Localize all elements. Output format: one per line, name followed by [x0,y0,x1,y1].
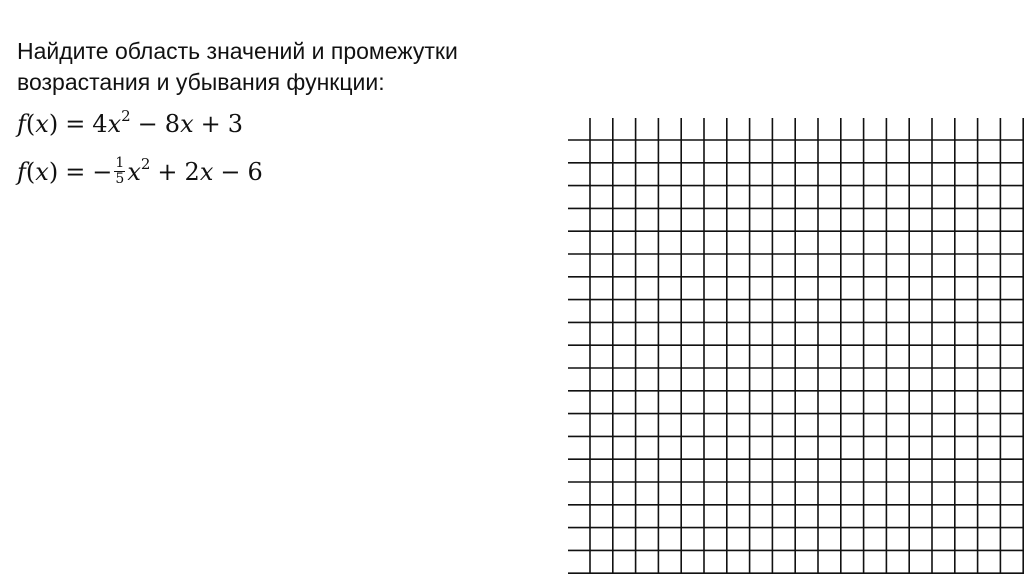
formula-2-f: f [17,158,26,186]
formula-2-lparen: ( [25,158,36,186]
fraction-numerator: 1 [115,155,125,171]
task-text [17,36,557,98]
formula-1-x-squared: x [107,110,122,138]
formula-2 [17,155,263,189]
formula-2-x-squared: x [127,158,141,186]
formula-1-x: x [35,110,49,138]
formula-2-exponent: 2 [140,155,151,173]
formula-1-exponent: 2 [121,107,131,125]
formula-2-coef-b: 2 [184,158,200,186]
formula-1-lparen: ( [25,110,36,138]
formula-1 [17,107,243,138]
formula-2-equals: = [65,158,86,186]
formula-2-fraction [114,156,125,187]
formula-1-f: f [17,110,26,138]
formula-2-x: x [35,158,49,186]
formula-2-constant: 6 [247,158,263,186]
formula-1-x-linear: x [180,110,194,138]
formula-2-negative-sign: − [92,158,113,186]
task-line-2: возрастания и убывания функции: [17,69,385,95]
formula-2-x-linear: x [199,158,214,186]
fraction-denominator: 5 [115,171,125,187]
formula-2-minus: − [220,158,241,186]
formula-2-plus: + [157,158,178,186]
formula-1-coef-a: 4 [92,110,108,138]
formula-1-coef-b: 8 [164,110,181,138]
formula-1-plus: + [200,110,221,138]
formula-1-constant: 3 [227,110,243,138]
formula-1-rparen: ) [48,110,59,138]
graph-paper-grid [568,118,1024,574]
formula-1-minus: − [137,110,158,138]
formula-2-rparen: ) [48,158,59,186]
formula-1-equals: = [65,110,86,138]
task-line-1: Найдите область значений и промежутки [17,38,458,64]
